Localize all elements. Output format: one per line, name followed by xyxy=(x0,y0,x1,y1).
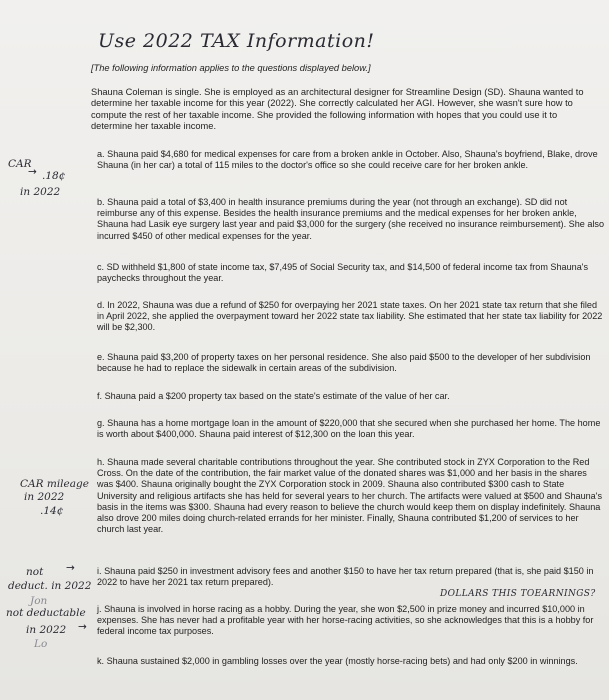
item-text: Shauna paid a $200 property tax based on the state's estimate of the value of her car. xyxy=(104,391,450,401)
item-d xyxy=(97,300,605,334)
item-text: Shauna made several charitable contributions throughout the year. She contributed stock in ZYX Corporation to the Red Cross. On the date of the contribution, the fair market value of the donated shares was $1,000 and her basis in the shares was $400. Shauna originally bought the ZYX Corporation stock in 2009. Shauna also contributed $300 cash to State University and religious artifacts she has held for several years to her church. The artifacts were valued at $500 and Shauna's basis in the items was $300. Shauna had every reason to believe the church would keep them on display indefinitely. Shauna also drove 200 miles doing church-related errands for her minister. Finally, Shauna contributed $1,200 of services to her church last year. xyxy=(97,457,603,535)
margin-note-car: CAR xyxy=(8,158,32,170)
margin-note-not-deductable: not deductable xyxy=(6,607,86,619)
margin-arrow-j: → xyxy=(78,621,87,633)
item-text: SD withheld $1,800 of state income tax, $7,495 of Social Security tax, and $14,500 of federal income tax from Shauna's paychecks throughout the year. xyxy=(97,262,589,284)
margin-note-year: in 2022 xyxy=(20,186,61,198)
item-a xyxy=(97,149,605,171)
margin-note-faint-2: Lo xyxy=(34,638,48,650)
item-text: Shauna paid $250 in investment advisory fees and another $150 to have her tax return prepared (that is, she paid $150 in 2022 to have her 2021 tax return prepared). xyxy=(97,566,594,588)
intro-paragraph: Shauna Coleman is single. She is employed as an architectural designer for Streamline Design (SD). Shauna wanted to determine her taxable income for this year (2022). She correctly calculated her AGI. However, she wasn't sure how to compute the rest of her taxable income. She provided the following information with hopes that you could use it to determine her taxable income. xyxy=(91,87,584,131)
item-k xyxy=(97,656,605,667)
margin-note-not: not xyxy=(26,566,44,578)
intro-note: [The following information applies to the questions displayed below.] xyxy=(91,63,371,73)
item-label: k. xyxy=(97,656,105,666)
item-text: Shauna paid $4,680 for medical expenses for care from a broken ankle in October. Also, Shauna's boyfriend, Blake, drove Shauna (in her car) a total of 115 miles to the doctor's office so she could receive care for her broken ankle. xyxy=(97,149,598,171)
margin-arrow-i: → xyxy=(66,562,75,574)
item-text: Shauna paid $3,200 of property taxes on her personal residence. She also paid $500 to the developer of her subdivision because he had to replace the sidewalk in certain areas of the subdivision. xyxy=(97,352,591,374)
margin-arrow: → xyxy=(28,166,37,178)
item-label: i. xyxy=(97,566,102,576)
margin-note-faint: Jon xyxy=(30,595,48,607)
item-label: c. xyxy=(97,262,105,272)
margin-note-dollars: DOLLARS THIS TOEARNINGS? xyxy=(440,589,596,599)
item-label: g. xyxy=(97,418,105,428)
item-g xyxy=(97,418,605,440)
item-text: Shauna paid a total of $3,400 in health insurance premiums during the year (not through an exchange). SD did not reimburse any of this expense. Besides the health insurance premiums and the medical expenses for her broken ankle, Shauna had Lasik eye surgery last year and paid $3,000 for the surgery (she received no insurance reimbursement). She also incurred $450 of other medical expenses for the year. xyxy=(97,197,605,241)
margin-note-rate: .18¢ xyxy=(42,170,66,182)
handwritten-title: Use 2022 TAX Information! xyxy=(98,30,375,52)
item-label: d. xyxy=(97,300,105,310)
margin-note-year-h: in 2022 xyxy=(24,491,65,503)
item-e xyxy=(97,352,605,374)
item-j xyxy=(97,604,605,638)
margin-note-car-mileage: CAR mileage xyxy=(20,478,89,490)
item-c xyxy=(97,262,605,284)
item-b xyxy=(97,197,605,242)
item-f xyxy=(97,391,605,402)
item-h xyxy=(97,457,605,535)
margin-note-deduct-year: deduct. in 2022 xyxy=(8,580,92,592)
item-label: e. xyxy=(97,352,105,362)
item-label: h. xyxy=(97,457,105,467)
margin-note-rate-h: .14¢ xyxy=(40,505,64,517)
item-label: a. xyxy=(97,149,105,159)
margin-note-year-j: in 2022 xyxy=(26,624,67,636)
item-label: j. xyxy=(97,604,102,614)
item-label: b. xyxy=(97,197,105,207)
item-text: In 2022, Shauna was due a refund of $250 for overpaying her 2021 state taxes. On her 2021 state tax return that she filed in April 2022, she applied the overpayment toward her 2022 state tax liability. She estimated that her state tax liability for 2022 will be $2,300. xyxy=(97,300,603,333)
item-text: Shauna is involved in horse racing as a hobby. During the year, she won $2,500 in prize money and incurred $10,000 in expenses. She has never had a profitable year with her horse-racing activities, so she acknowledges that this is a hobby for federal income tax purposes. xyxy=(97,604,594,637)
item-text: Shauna sustained $2,000 in gambling losses over the year (mostly horse-racing bets) and had only $200 in winnings. xyxy=(106,656,578,666)
item-i xyxy=(97,566,605,588)
item-text: Shauna has a home mortgage loan in the amount of $220,000 that she secured when she purchased her home. The home is worth about $400,000. Shauna paid interest of $12,300 on the loan this year. xyxy=(97,418,601,440)
item-label: f. xyxy=(97,391,103,401)
